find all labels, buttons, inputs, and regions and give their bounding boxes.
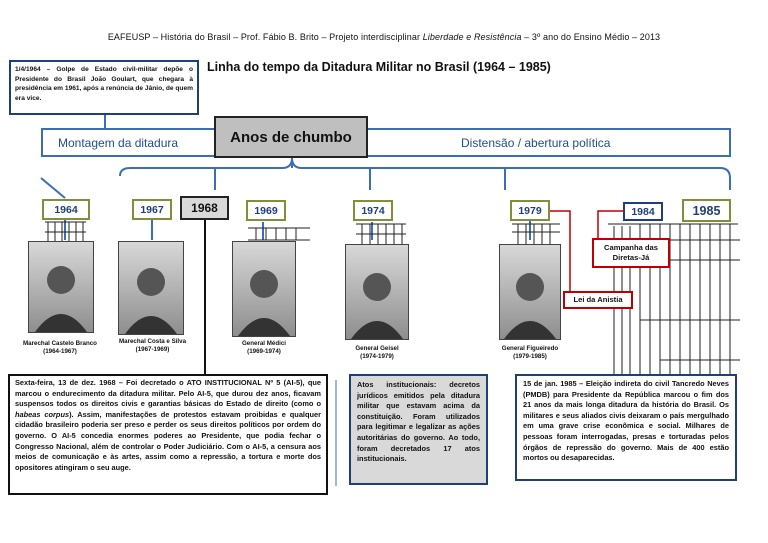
president-term: (1964-1967) [43,348,77,355]
header-prefix: EAFEUSP – História do Brasil – Prof. Fábio B. Brito – Projeto interdisciplinar [107,32,423,42]
year-1967: 1967 [132,199,172,220]
caption-costa-e-silva [105,338,200,354]
president-name: General Médici [241,340,287,347]
year-1984: 1984 [623,202,663,221]
year-1985: 1985 [682,199,731,222]
person-icon [31,252,91,332]
person-icon [347,259,407,339]
caption-medici [224,340,304,356]
year-1969: 1969 [246,200,286,221]
period-left-label: Montagem da ditadura [58,136,179,150]
callout-lei-da-anistia: Lei da Anistia [563,291,633,309]
period-middle-label: Anos de chumbo [214,116,368,158]
caption-figueiredo [493,345,567,361]
ai5-description-box [8,374,328,495]
portrait-costa-e-silva [118,241,184,335]
atos-institucionais-box: Atos institucionais: decretos jurídicos emitidos pela ditadura militar que estavam acima da constituição. Foram utilizados para legitimar e legalizar as ações autoritárias do governo. Ao todo, foram decretados 17 atos institucionais. [349,374,488,485]
portrait-geisel [345,244,409,340]
president-name: Marechal Costa e Silva [118,338,187,345]
president-term: (1969-1974) [247,348,281,355]
president-term: (1979-1985) [513,353,547,360]
year-1968: 1968 [180,196,229,220]
portrait-castelo-branco [28,241,94,333]
ai5-text-part2: ). Assim, manifestações de protestos estavam proibidas e qualquer cidadão brasileiro poderia ser preso e perder os seus direitos políticos por ordem do governo. O AI-5 concedia enormes poderes ao Presidente, que podia fechar o Congresso Nacional, além de controlar o Poder Judiciário. Com o AI-5, a censura aos meios de comunicação e às artes, assim como a repressão, a tortura e morte dos opositores atingiram o seu auge. [15,409,321,472]
president-name: Marechal Castelo Branco [23,340,97,347]
caption-castelo-branco [10,340,110,356]
president-term: (1974-1979) [360,353,394,360]
page-title: Linha do tempo da Ditadura Militar no Brasil (1964 – 1985) [207,60,551,74]
page-header [0,32,768,42]
portrait-figueiredo [499,244,561,340]
ai5-text-part1: Sexta-feira, 13 de dez. 1968 – Foi decretado o ATO INSTITUCIONAL Nº 5 (AI-5), que marcou o endurecimento da ditadura militar. Pelo AI-5, que durou dez anos, ficavam suspensos todos os direitos civis e garantias básicas do Estado de direito (como o [15,378,321,409]
year-1979: 1979 [510,200,550,221]
president-name: General Figueiredo [501,345,559,352]
portrait-medici [232,241,296,337]
period-right-label: Distensão / abertura política [461,136,611,150]
year-1964: 1964 [42,199,90,220]
person-icon [500,259,560,339]
president-term: (1967-1969) [135,346,170,353]
header-project: Liberdade e Resistência [422,32,522,42]
caption-geisel [342,345,412,361]
eleicao-1985-box: 15 de jan. 1985 – Eleição indireta do civil Tancredo Neves (PMDB) para Presidente da República marcou o fim dos 21 anos da mais longa ditadura da história do Brasil. Os militares e seus aliados civis deixaram o país mergulhado em uma grave crise econômica e social. Milhares de pessoas foram interrogadas, presas e torturadas pelos órgãos de repressão do governo. Mais de 400 estão mortos ou desaparecidas. [515,374,737,481]
ai5-text-italic: habeas corpus [15,409,70,419]
callout-diretas-ja: Campanha das Diretas-Já [592,238,670,268]
year-1974: 1974 [353,200,393,221]
intro-box: 1/4/1964 – Golpe de Estado civil-militar depõe o Presidente do Brasil João Goulart, que chegara à presidência em 1961, após a renúncia de Jânio, de quem era vice. [9,60,199,115]
president-name: General Geisel [355,345,399,352]
header-suffix: – 3º ano do Ensino Médio – 2013 [521,32,661,42]
person-icon [234,256,294,336]
person-icon [121,254,181,334]
